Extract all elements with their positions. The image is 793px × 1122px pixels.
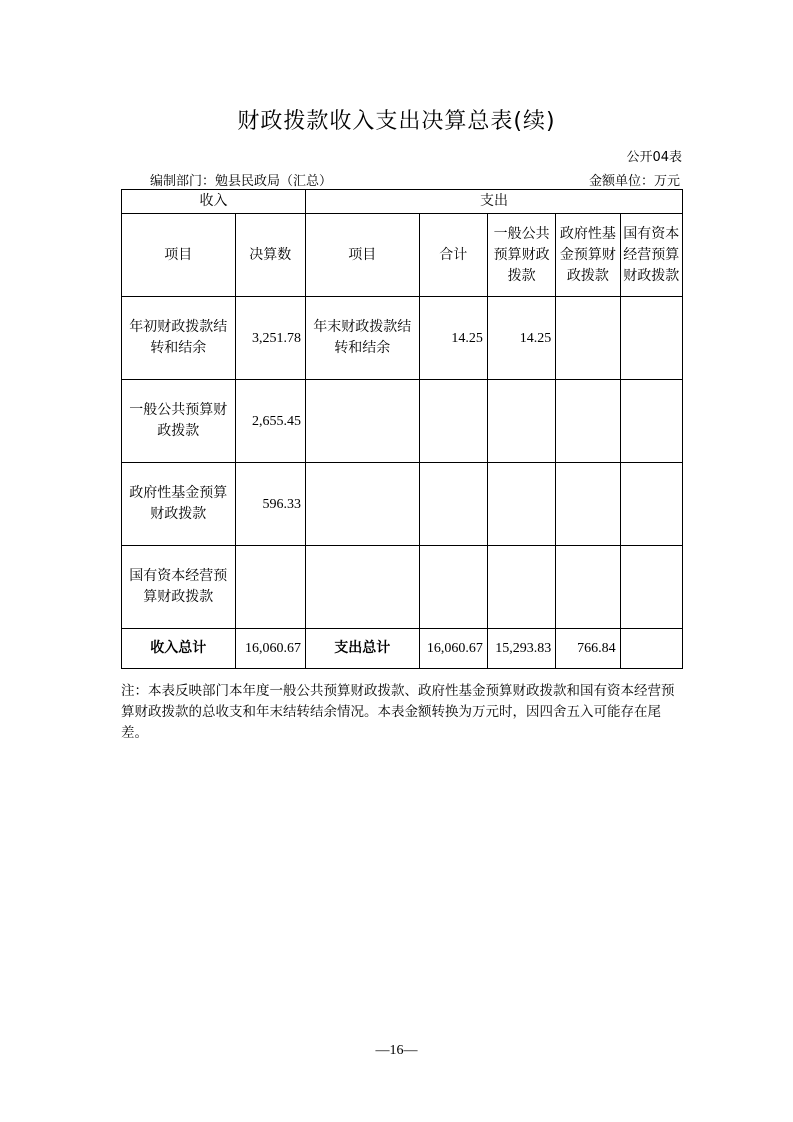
header-state-capital: 国有资本经营预算财政拨款 bbox=[620, 214, 682, 297]
row-general-budget: 14.25 bbox=[487, 297, 555, 380]
column-header-row bbox=[122, 214, 683, 297]
table-row bbox=[122, 463, 683, 546]
income-total-label: 收入总计 bbox=[122, 629, 236, 669]
row-gov-fund bbox=[556, 546, 620, 629]
row-total bbox=[419, 463, 487, 546]
header-total: 合计 bbox=[419, 214, 487, 297]
row-general-budget bbox=[487, 463, 555, 546]
row-expense-item bbox=[305, 380, 419, 463]
row-general-budget bbox=[487, 380, 555, 463]
row-income-item: 一般公共预算财政拨款 bbox=[122, 380, 236, 463]
row-income-item: 政府性基金预算财政拨款 bbox=[122, 463, 236, 546]
table-row bbox=[122, 546, 683, 629]
expense-total-label: 支出总计 bbox=[305, 629, 419, 669]
row-expense-item: 年末财政拨款结转和结余 bbox=[305, 297, 419, 380]
totals-row bbox=[122, 629, 683, 669]
table-row bbox=[122, 380, 683, 463]
row-income-amount: 2,655.45 bbox=[235, 380, 305, 463]
unit-label: 金额单位：万元 bbox=[588, 174, 680, 189]
row-gov-fund bbox=[556, 297, 620, 380]
page-number: —16— bbox=[375, 1043, 418, 1058]
income-total-amount: 16,060.67 bbox=[235, 629, 305, 669]
row-gov-fund bbox=[556, 463, 620, 546]
page-title: 财政拨款收入支出决算总表(续) bbox=[237, 109, 556, 134]
row-income-item: 国有资本经营预算财政拨款 bbox=[122, 546, 236, 629]
table-note: 注：本表反映部门本年度一般公共预算财政拨款、政府性基金预算财政拨款和国有资本经营预算财政拨款的总收支和年末结转结余情况。本表金额转换为万元时，因四舍五入可能存在尾差。 bbox=[121, 683, 675, 740]
row-gov-fund bbox=[556, 380, 620, 463]
row-total bbox=[419, 546, 487, 629]
row-state-capital bbox=[620, 297, 682, 380]
group-header-row bbox=[122, 190, 683, 214]
row-state-capital bbox=[620, 463, 682, 546]
table-row bbox=[122, 297, 683, 380]
row-income-item: 年初财政拨款结转和结余 bbox=[122, 297, 236, 380]
table-code: 公开04表 bbox=[626, 150, 682, 165]
header-income-item: 项目 bbox=[122, 214, 236, 297]
budget-table bbox=[121, 189, 683, 669]
expense-group-header: 支出 bbox=[305, 190, 682, 214]
row-total bbox=[419, 380, 487, 463]
row-income-amount: 596.33 bbox=[235, 463, 305, 546]
income-group-header: 收入 bbox=[122, 190, 306, 214]
expense-total-state-capital bbox=[620, 629, 682, 669]
expense-total-general-budget: 15,293.83 bbox=[487, 629, 555, 669]
row-expense-item bbox=[305, 463, 419, 546]
row-total: 14.25 bbox=[419, 297, 487, 380]
row-general-budget bbox=[487, 546, 555, 629]
header-gov-fund: 政府性基金预算财政拨款 bbox=[556, 214, 620, 297]
row-income-amount: 3,251.78 bbox=[235, 297, 305, 380]
expense-total: 16,060.67 bbox=[419, 629, 487, 669]
row-state-capital bbox=[620, 546, 682, 629]
header-general-budget: 一般公共预算财政拨款 bbox=[487, 214, 555, 297]
expense-total-gov-fund: 766.84 bbox=[556, 629, 620, 669]
header-expense-item: 项目 bbox=[305, 214, 419, 297]
row-expense-item bbox=[305, 546, 419, 629]
header-income-amount: 决算数 bbox=[235, 214, 305, 297]
row-income-amount bbox=[235, 546, 305, 629]
row-state-capital bbox=[620, 380, 682, 463]
department-label: 编制部门：勉县民政局（汇总） bbox=[150, 174, 333, 189]
